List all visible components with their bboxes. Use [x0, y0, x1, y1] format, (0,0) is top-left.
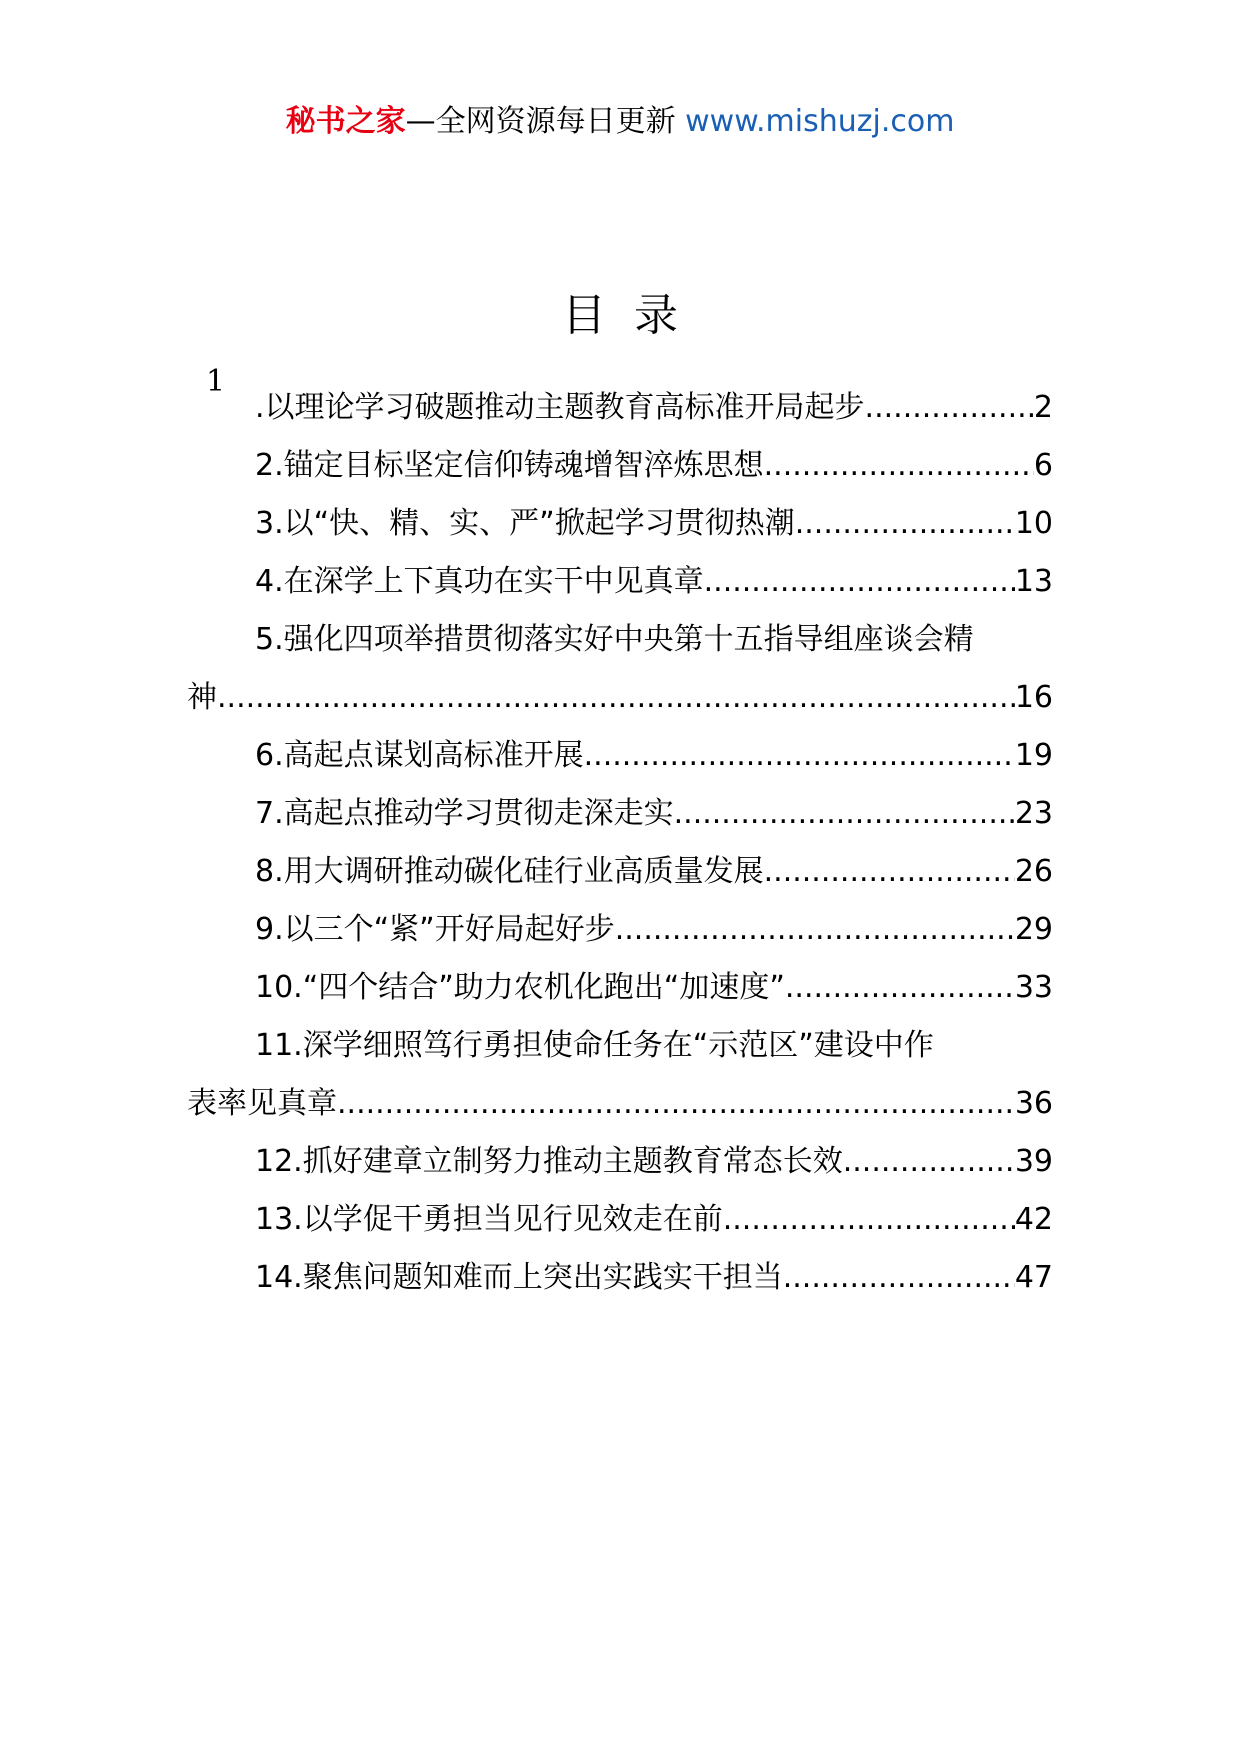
toc-entry-label: 7.高起点推动学习贯彻走深走实: [255, 796, 674, 831]
page-title: 目录: [562, 290, 706, 341]
toc-entry[interactable]: [187, 788, 1053, 834]
leader-dots: [865, 390, 1034, 425]
leader-dots: [783, 1260, 1015, 1295]
leader-dots: [337, 1086, 1015, 1121]
toc-entry-label: 神: [187, 680, 217, 715]
toc-entry-line1[interactable]: [187, 614, 1053, 660]
toc-entry[interactable]: [187, 556, 1053, 602]
toc-entry-label: 11.深学细照笃行勇担使命任务在“示范区”建设中作: [255, 1028, 934, 1063]
toc-entry[interactable]: [187, 846, 1053, 892]
toc-entry[interactable]: [187, 1194, 1053, 1240]
toc-entry-page: 42: [1014, 1202, 1053, 1237]
toc-entry[interactable]: [187, 382, 1053, 428]
toc-entry-page: 29: [1014, 912, 1053, 947]
toc-entry-label: 2.锚定目标坚定信仰铸魂增智淬炼思想: [255, 448, 764, 483]
toc-entry-label: .以理论学习破题推动主题教育高标准开局起步: [255, 390, 865, 425]
toc-entry-page: 16: [1014, 680, 1053, 715]
leader-dots: [764, 854, 1015, 889]
toc-entry-page: 10: [1014, 506, 1053, 541]
toc-entry-page: 26: [1014, 854, 1053, 889]
toc-entry[interactable]: [187, 498, 1053, 544]
site-banner: [0, 100, 1240, 144]
leader-dots: [704, 564, 1015, 599]
toc-entry-page: 39: [1014, 1144, 1053, 1179]
toc-entry-label: 5.强化四项举措贯彻落实好中央第十五指导组座谈会精: [255, 622, 974, 657]
leader-dots: [615, 912, 1015, 947]
toc-entry-page: 6: [1033, 448, 1053, 483]
toc-entry-label: 4.在深学上下真功在实干中见真章: [255, 564, 704, 599]
leader-dots: [723, 1202, 1015, 1237]
brand-name: 秘书之家: [285, 104, 406, 139]
toc-entry[interactable]: [187, 962, 1053, 1008]
leader-dots: [674, 796, 1015, 831]
toc-entry-line2[interactable]: [187, 1078, 1053, 1124]
toc-entry-line2[interactable]: [187, 672, 1053, 718]
leader-dots: [843, 1144, 1015, 1179]
leader-dots: [584, 738, 1015, 773]
toc-entry-page: 2: [1033, 390, 1053, 425]
toc-entry-label: 14.聚焦问题知难而上突出实践实干担当: [255, 1260, 783, 1295]
toc-entry-page: 13: [1014, 564, 1053, 599]
site-url-link[interactable]: www.mishuzj.com: [685, 104, 955, 139]
toc-entry[interactable]: [187, 730, 1053, 776]
toc-entry-page: 23: [1014, 796, 1053, 831]
toc-entry-label: 10.“四个结合”助力农机化跑出“加速度”: [255, 970, 785, 1005]
leader-dots: [217, 680, 1015, 715]
toc-entry-label: 3.以“快、精、实、严”掀起学习贯彻热潮: [255, 506, 795, 541]
leader-dots: [795, 506, 1015, 541]
toc-entry-page: 19: [1014, 738, 1053, 773]
banner-tagline: —全网资源每日更新: [405, 104, 686, 139]
toc-entry[interactable]: [187, 1136, 1053, 1182]
toc-entry-page: 33: [1014, 970, 1053, 1005]
leader-dots: [764, 448, 1034, 483]
toc-entry-page: 36: [1014, 1086, 1053, 1121]
toc-entry-label: 表率见真章: [187, 1086, 337, 1121]
stray-page-number: 1: [206, 364, 226, 399]
toc-entry[interactable]: [187, 1252, 1053, 1298]
toc-entry[interactable]: [187, 904, 1053, 950]
toc-entry-page: 47: [1014, 1260, 1053, 1295]
toc-entry-label: 9.以三个“紧”开好局起好步: [255, 912, 615, 947]
toc-entry-label: 8.用大调研推动碳化硅行业高质量发展: [255, 854, 764, 889]
toc-entry-label: 13.以学促干勇担当见行见效走在前: [255, 1202, 723, 1237]
toc-entry-label: 12.抓好建章立制努力推动主题教育常态长效: [255, 1144, 843, 1179]
toc-entry-line1[interactable]: [187, 1020, 1053, 1066]
toc-entry[interactable]: [187, 440, 1053, 486]
leader-dots: [785, 970, 1015, 1005]
toc-entry-label: 6.高起点谋划高标准开展: [255, 738, 584, 773]
